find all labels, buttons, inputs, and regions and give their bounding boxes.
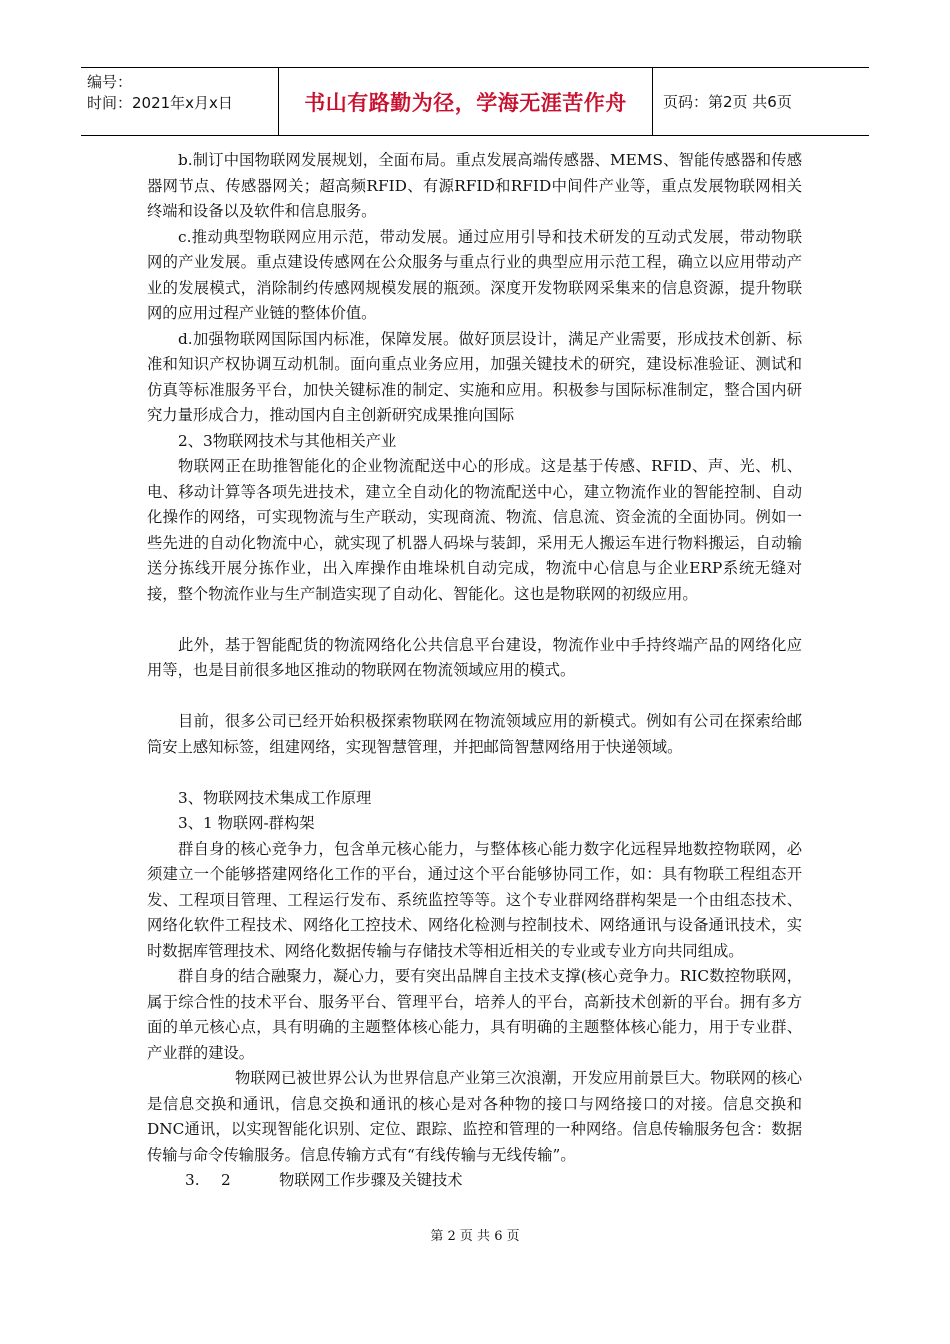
paragraph-group-cohesion: 群自身的结合融聚力，凝心力，要有突出品牌自主技术支撑(核心竞争力。RIC数控物联网，属于综合性的技术平台、服务平台、管理平台，培养人的平台，高新技术创新的平台。拥有多方面的单元核心点，具有明确的主题整体核心能力，具有明确的主题整体核心能力，用于专业群、产业群的建设。	[147, 967, 802, 1062]
heading-3-1: 3、1 物联网-群构架	[178, 814, 315, 832]
paragraph-d: d.加强物联网国际国内标准，保障发展。做好顶层设计，满足产业需要，形成技术创新、标准和知识产权协调互动机制。面向重点业务应用，加强关键技术的研究，建设标准验证、测试和仿真等标准服务平台，加快关键标准的制定、实施和应用。积极参与国际标准制定，整合国内研究力量形成合力，推动国内自主创新研究成果推向国际	[147, 329, 802, 424]
blank-line	[147, 607, 802, 633]
paragraph-iot-wave: 物联网已被世界公认为世界信息产业第三次浪潮，开发应用前景巨大。物联网的核心是信息交换和通讯，信息交换和通讯的核心是对各种物的接口与网络接口的对接。信息交换和DNC通讯，以实现智能化识别、定位、跟踪、监控和管理的一种网络。信息传输服务包含：数据传输与命令传输服务。信息传输方式有“有线传输与无线传输”。	[147, 1069, 802, 1164]
paragraph-group-core: 群自身的核心竞争力，包含单元核心能力，与整体核心能力数字化远程异地数控物联网，必须建立一个能够搭建网络化工作的平台，通过这个平台能够协同工作，如：具有物联工程组态开发、工程项目管理、工程运行发布、系统监控等等。这个专业群网络群构架是一个由组态技术、网络化软件工程技术、网络化工控技术、网络化检测与控制技术、网络通讯与设备通讯技术，实时数据库管理技术、网络化数据传输与存储技术等相近相关的专业或专业方向共同组成。	[147, 839, 802, 960]
header-motto: 书山有路勤为径，学海无涯苦作舟	[279, 68, 653, 135]
header-page-info: 页码：第2页 共6页	[663, 93, 792, 111]
header-meta	[81, 68, 279, 135]
paragraph-logistics: 物联网正在助推智能化的企业物流配送中心的形成。这是基于传感、RFID、声、光、机、电、移动计算等各项先进技术，建立全自动化的物流配送中心，建立物流作业的智能控制、自动化操作的网络，可实现物流与生产联动，实现商流、物流、信息流、资金流的全面协同。例如一些先进的自动化物流中心，就实现了机器人码垛与装卸，采用无人搬运车进行物料搬运，自动输送分拣线开展分拣作业，出入库操作由堆垛机自动完成，物流中心信息与企业ERP系统无缝对接，整个物流作业与生产制造实现了自动化、智能化。这也是物联网的初级应用。	[147, 457, 802, 603]
paragraph-besides: 此外，基于智能配货的物流网络化公共信息平台建设，物流作业中手持终端产品的网络化应用等，也是目前很多地区推动的物联网在物流领域应用的模式。	[147, 635, 802, 679]
heading-3-2-title: 物联网工作步骤及关键技术	[279, 1171, 463, 1189]
blank-line	[147, 684, 802, 710]
time-label: 时间：2021年x月x日	[87, 94, 233, 112]
heading-3-2	[147, 1168, 802, 1194]
heading-2-3: 2、3物联网技术与其他相关产业	[178, 431, 397, 450]
paragraph-currently: 目前，很多公司已经开始积极探索物联网在物流领域应用的新模式。例如有公司在探索给邮筒安上感知标签，组建网络，实现智慧管理，并把邮筒智慧网络用于快递领域。	[147, 712, 802, 756]
document-body	[147, 148, 802, 1194]
paragraph-c: c.推动典型物联网应用示范，带动发展。通过应用引导和技术研发的互动式发展，带动物联网的产业发展。重点建设传感网在公众服务与重点行业的典型应用示范工程，确立以应用带动产业的发展模式，消除制约传感网规模发展的瓶颈。深度开发物联网采集来的信息资源，提升物联网的应用过程产业链的整体价值。	[147, 227, 802, 322]
blank-line	[147, 760, 802, 786]
heading-3-2-number-a: 3.	[185, 1171, 200, 1189]
heading-3-2-number-b: 2	[221, 1171, 231, 1189]
header-table	[81, 67, 869, 136]
number-label: 编号：	[87, 73, 133, 91]
heading-3: 3、物联网技术集成工作原理	[178, 788, 372, 807]
page-footer: 第 2 页 共 6 页	[430, 1229, 520, 1244]
paragraph-b: b.制订中国物联网发展规划，全面布局。重点发展高端传感器、MEMS、智能传感器和传感器网节点、传感器网关；超高频RFID、有源RFID和RFID中间件产业等，重点发展物联网相关终端和设备以及软件和信息服务。	[147, 151, 802, 220]
